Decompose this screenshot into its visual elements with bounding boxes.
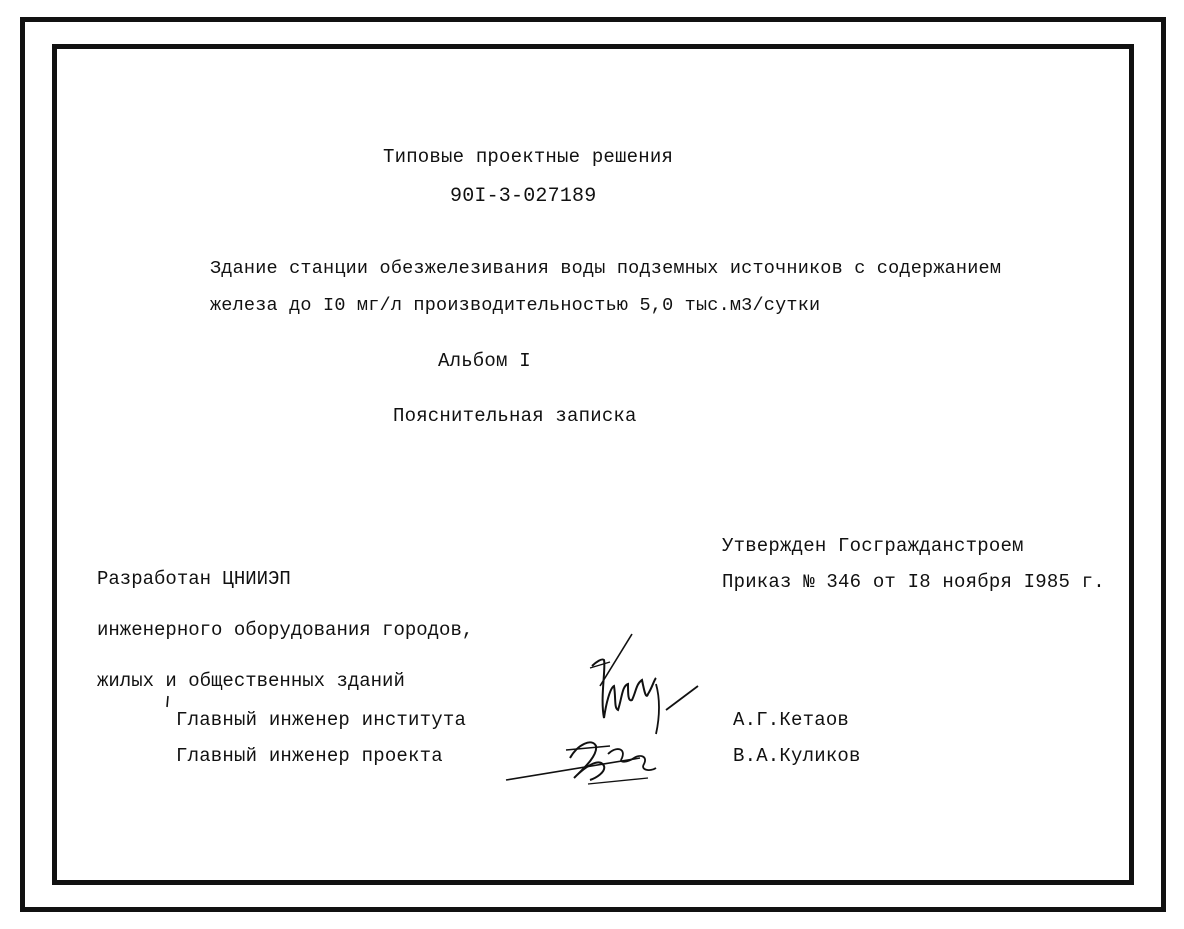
approval-line-1: Утвержден Госгражданстроем [722,535,1024,557]
description-line-2: железа до I0 мг/л производительностью 5,0 тыс.м3/сутки [210,295,821,316]
section-title: Пояснительная записка [393,405,637,427]
document-title: Типовые проектные решения [383,146,674,168]
signatory-role-2: Главный инженер проекта [176,745,443,767]
signatory-name-2: В.А.Куликов [733,745,861,767]
signatory-role-1: Главный инженер института [176,709,467,731]
signature-2-image [500,728,670,788]
approval-line-2: Приказ № 346 от I8 ноября I985 г. [722,571,1105,593]
signatory-name-1: А.Г.Кетаов [733,709,850,731]
description-line-1: Здание станции обезжелезивания воды подземных источников с содержанием [210,258,1002,279]
developer-block [97,537,473,707]
ink-tick-mark [164,694,172,710]
signature-1-image [570,628,710,743]
developer-line-2: инженерного оборудования городов, [97,619,474,641]
document-code: 90I-3-027189 [450,185,597,208]
developer-line-1: Разработан ЦНИИЭП [97,568,291,590]
album-label: Альбом I [438,350,531,372]
developer-line-3: жилых и общественных зданий [97,670,405,692]
